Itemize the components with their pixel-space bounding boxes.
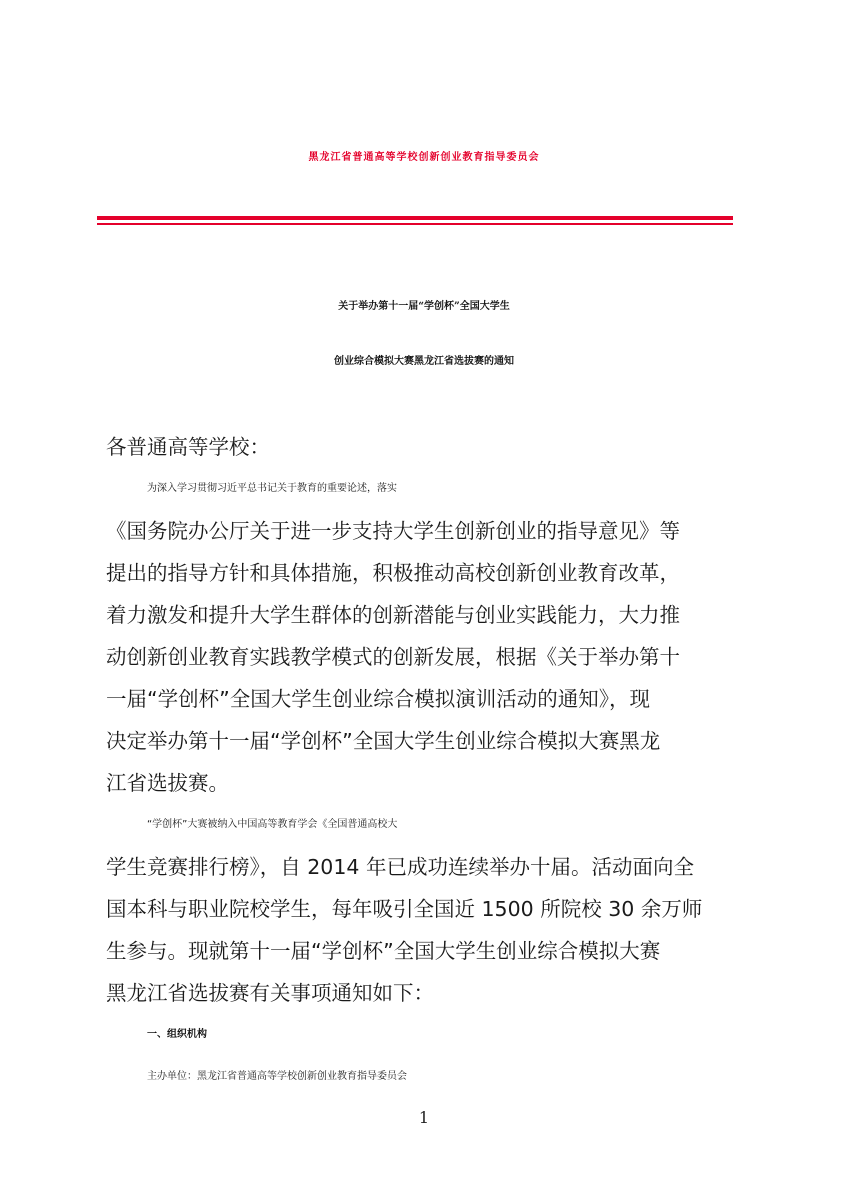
- salutation: 各普通高等学校：: [106, 435, 270, 459]
- paragraph-1-line: 为深入学习贯彻习近平总书记关于教育的重要论述，落实: [147, 483, 397, 494]
- page-number: 1: [418, 1108, 430, 1127]
- notice-title-line-1: 关于举办第十一届“学创杯”全国大学生: [338, 301, 510, 312]
- letterhead-rule-thick: [97, 216, 733, 220]
- paragraph-1-line: 决定举办第十一届“学创杯”全国大学生创业综合模拟大赛黑龙: [106, 729, 661, 753]
- paragraph-2-line: 生参与。现就第十一届“学创杯”全国大学生创业综合模拟大赛: [106, 939, 661, 963]
- paragraph-1-line: 《国务院办公厅关于进一步支持大学生创新创业的指导意见》等: [106, 519, 680, 543]
- paragraph-1-line: 一届“学创杯”全国大学生创业综合模拟演训活动的通知》，现: [106, 687, 650, 711]
- organizer-line: 主办单位：黑龙江省普通高等学校创新创业教育指导委员会: [147, 1071, 407, 1082]
- section-1-heading: 一、组织机构: [147, 1029, 207, 1040]
- paragraph-1-line: 动创新创业教育实践教学模式的创新发展，根据《关于举办第十: [106, 645, 680, 669]
- paragraph-1-line: 着力激发和提升大学生群体的创新潜能与创业实践能力，大力推: [106, 603, 680, 627]
- letterhead-org-name: 黑龙江省普通高等学校创新创业教育指导委员会: [308, 152, 540, 163]
- paragraph-2-line: 黑龙江省选拔赛有关事项通知如下：: [106, 981, 434, 1005]
- paragraph-2-line: 学生竞赛排行榜》，自 2014 年已成功连续举办十届。活动面向全: [106, 855, 694, 879]
- letterhead-rule-thin: [97, 223, 733, 225]
- paragraph-2-line: 国本科与职业院校学生，每年吸引全国近 1500 所院校 30 余万师: [106, 897, 703, 921]
- paragraph-1-line: 提出的指导方针和具体措施，积极推动高校创新创业教育改革，: [106, 561, 680, 585]
- paragraph-2-line: “学创杯”大赛被纳入中国高等教育学会《全国普通高校大: [147, 819, 398, 830]
- notice-title-line-2: 创业综合模拟大赛黑龙江省选拔赛的通知: [334, 356, 514, 367]
- paragraph-1-line: 江省选拔赛。: [106, 771, 229, 795]
